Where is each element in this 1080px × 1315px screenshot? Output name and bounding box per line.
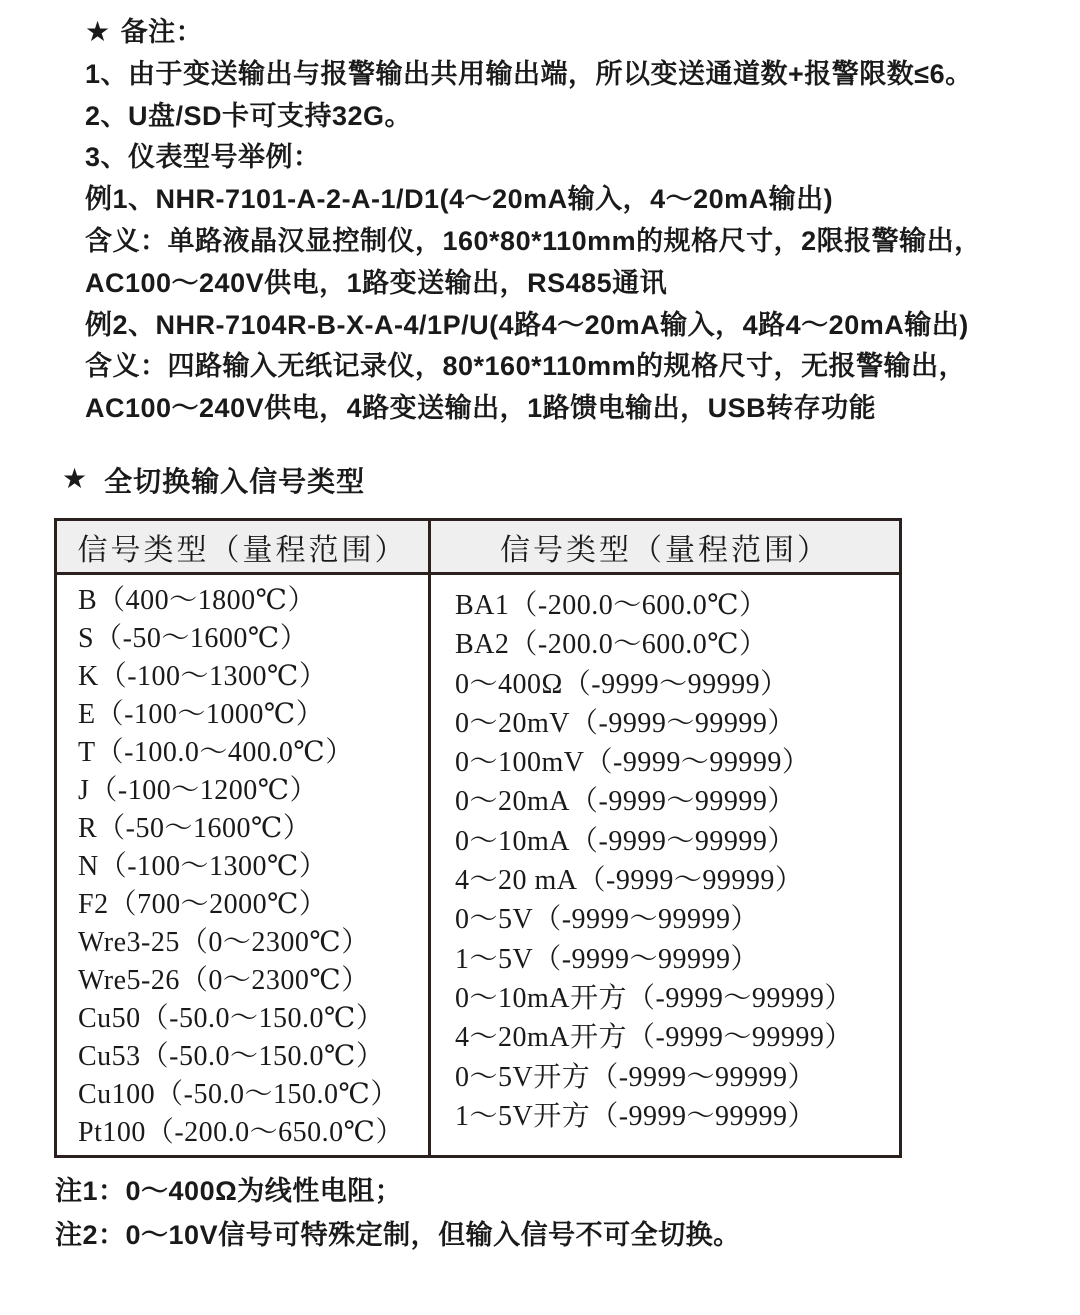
table-header-row — [57, 521, 899, 575]
remarks-section — [85, 12, 1025, 430]
table-row: Cu53（-50.0～150.0℃） — [78, 1041, 385, 1072]
note-line: 例1、NHR-7101-A-2-A-1/D1(4～20mA输入，4～20mA输出) — [85, 184, 834, 215]
table-row: 0～100mV（-9999～99999） — [455, 747, 811, 779]
table-row: BA2（-200.0～600.0℃） — [455, 629, 768, 661]
note-line: 例2、NHR-7104R-B-X-A-4/1P/U(4路4～20mA输入，4路4～20mA输出) — [85, 309, 969, 340]
note-line: 2、U盘/SD卡可支持32G。 — [85, 100, 413, 131]
table-row: 1～5V开方（-9999～99999） — [455, 1100, 817, 1132]
table-row: T（-100.0～400.0℃） — [78, 737, 354, 768]
table-row: Cu100（-50.0～150.0℃） — [78, 1079, 399, 1110]
table-row: 0～20mV（-9999～99999） — [455, 707, 796, 739]
note-line: AC100～240V供电，1路变送输出，RS485通讯 — [85, 267, 668, 298]
table-body — [57, 575, 899, 1158]
note-line: 1、由于变送输出与报警输出共用输出端，所以变送通道数+报警限数≤6。 — [85, 58, 973, 89]
table-row: BA1（-200.0～600.0℃） — [455, 590, 768, 621]
table-row: 0～20mA（-9999～99999） — [455, 786, 796, 818]
signal-types-table — [54, 518, 902, 1158]
table-row: F2（700～2000℃） — [78, 889, 328, 920]
table-row: 0～5V开方（-9999～99999） — [455, 1061, 817, 1093]
star-icon: ★ — [62, 463, 89, 494]
table-row: E（-100～1000℃） — [78, 699, 325, 730]
footnote-line: 注1：0～400Ω为线性电阻； — [55, 1176, 403, 1206]
table-row: N（-100～1300℃） — [78, 851, 328, 882]
table-row: 1～5V（-9999～99999） — [455, 943, 760, 975]
footnotes-section — [55, 1170, 741, 1257]
note-line: 含义：四路输入无纸记录仪，80*160*110mm的规格尺寸，无报警输出， — [85, 351, 967, 382]
table-row: 0～5V（-9999～99999） — [455, 904, 760, 936]
note-line: AC100～240V供电，4路变送输出，1路馈电输出，USB转存功能 — [85, 393, 877, 424]
footnote-line: 注2：0～10V信号可特殊定制，但输入信号不可全切换。 — [55, 1219, 741, 1250]
table-row: Wre3-25（0～2300℃） — [78, 927, 370, 958]
table-column-linear-signals — [431, 575, 899, 1158]
table-row: 0～10mA开方（-9999～99999） — [455, 982, 853, 1014]
table-row: 4～20 mA（-9999～99999） — [455, 865, 804, 897]
table-row: B（400～1800℃） — [78, 585, 316, 616]
table-row: Cu50（-50.0～150.0℃） — [78, 1003, 385, 1034]
table-header-cell: 信号类型（量程范围） — [57, 521, 431, 572]
remarks-heading — [85, 12, 1025, 54]
note-line: 含义：单路液晶汉显控制仪，160*80*110mm的规格尺寸，2限报警输出， — [85, 225, 982, 256]
table-row: R（-50～1600℃） — [78, 813, 312, 844]
note-line: 3、仪表型号举例： — [85, 142, 321, 173]
table-row: J（-100～1200℃） — [78, 775, 319, 806]
table-row: Pt100（-200.0～650.0℃） — [78, 1117, 404, 1148]
table-header-cell: 信号类型（量程范围） — [500, 533, 830, 567]
signal-types-heading — [62, 460, 365, 500]
table-column-thermocouple — [57, 575, 431, 1158]
signal-types-title: 全切换输入信号类型 — [104, 466, 366, 497]
table-row: 4～20mA开方（-9999～99999） — [455, 1022, 853, 1054]
table-row: K（-100～1300℃） — [78, 661, 328, 692]
remarks-title: 备注： — [120, 17, 204, 47]
table-row: 0～400Ω（-9999～99999） — [455, 668, 789, 700]
table-row: 0～10mA（-9999～99999） — [455, 825, 796, 857]
table-row: Wre5-26（0～2300℃） — [78, 965, 370, 996]
star-icon: ★ — [85, 15, 111, 47]
table-row: S（-50～1600℃） — [78, 623, 309, 654]
